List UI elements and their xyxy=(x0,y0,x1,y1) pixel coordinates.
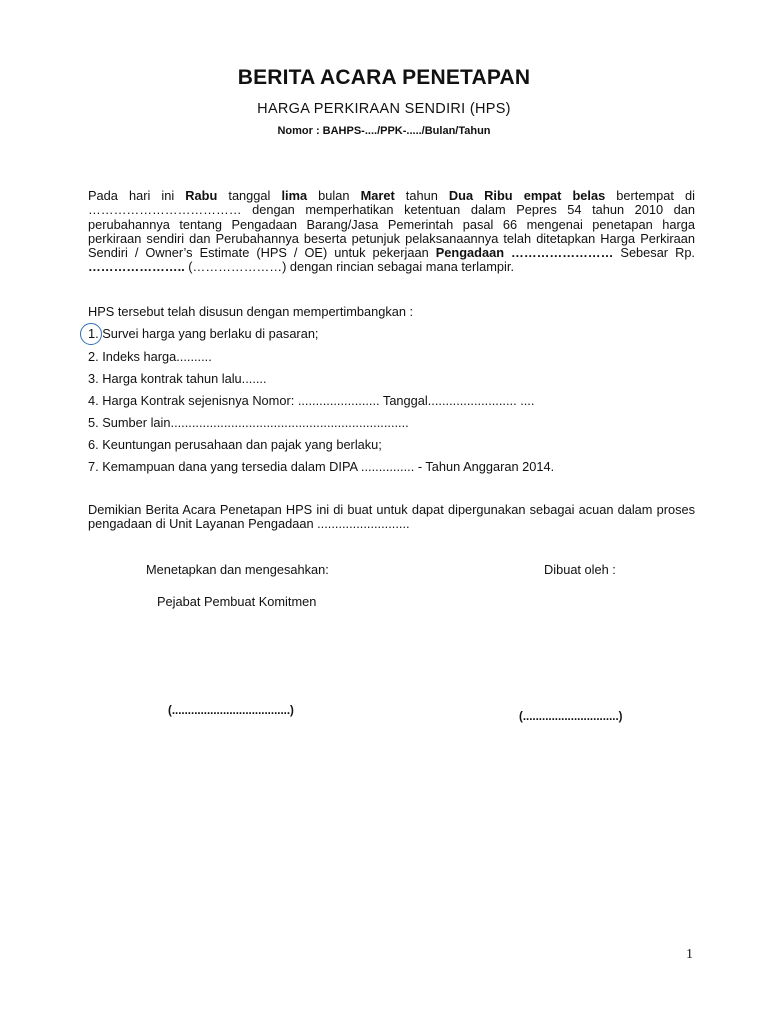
consideration-item: 6. Keuntungan perusahaan dan pajak yang berlaku; xyxy=(88,437,382,452)
month-value: Maret xyxy=(360,188,395,203)
document-title: BERITA ACARA PENETAPAN xyxy=(237,66,531,89)
consideration-item: 5. Sumber lain................................................................... xyxy=(88,415,409,430)
document-subtitle: HARGA PERKIRAAN SENDIRI (HPS) xyxy=(257,101,511,117)
consideration-item: 7. Kemampuan dana yang tersedia dalam DIPA ............... - Tahun Anggaran 2014. xyxy=(88,459,555,474)
right-signature-heading: Dibuat oleh : xyxy=(544,562,616,577)
left-signature-heading: Menetapkan dan mengesahkan: xyxy=(146,562,329,577)
consideration-item: 1. Survei harga yang berlaku di pasaran; xyxy=(88,326,319,341)
consideration-item: 4. Harga Kontrak sejenisnya Nomor: ....................... Tanggal......................... .... xyxy=(88,393,535,408)
year-value: Dua Ribu empat belas xyxy=(448,188,606,203)
left-signature-role: Pejabat Pembuat Komitmen xyxy=(157,594,317,609)
opening-paragraph: Pada hari ini Rabu tanggal lima bulan Maret tahun Dua Ribu empat belas bertempat di ……………………………… dengan memperhatikan ketentuan dalam Pepres 54 tahun 2010 dan perubahannya tentang Pengadaan Barang/Jasa Pemerintah pasal 66 mengenai penetapan harga perkiraan sendiri dan Perubahannya beserta petunjuk pelaksanaannya telah ditetapkan Harga Perkiraan Sendiri / Owner’s Estimate (HPS / OE) untuk pekerjaan Pengadaan …………………… Sebesar Rp. ………………….. (…………………) dengan rincian sebagai mana terlampir. xyxy=(88,188,695,275)
right-signature-name: (..............................) xyxy=(519,711,623,723)
day-value: Rabu xyxy=(185,188,218,203)
consideration-item: 2. Indeks harga.......... xyxy=(88,349,212,364)
page-number: 1 xyxy=(686,947,693,962)
amount-value: ………………….. xyxy=(88,259,185,275)
closing-paragraph: Demikian Berita Acara Penetapan HPS ini di buat untuk dapat dipergunakan sebagai acuan dalam proses pengadaan di Unit Layanan Pengadaan .......................... xyxy=(88,502,695,532)
consideration-item: 3. Harga kontrak tahun lalu....... xyxy=(88,371,267,386)
date-value: lima xyxy=(281,188,308,203)
document-number: Nomor : BAHPS-..../PPK-...../Bulan/Tahun xyxy=(277,125,491,137)
left-signature-name: (.....................................) xyxy=(168,705,294,717)
work-name-value: Pengadaan …………………… xyxy=(435,245,614,261)
considerations-intro: HPS tersebut telah disusun dengan mempertimbangkan : xyxy=(88,304,414,319)
